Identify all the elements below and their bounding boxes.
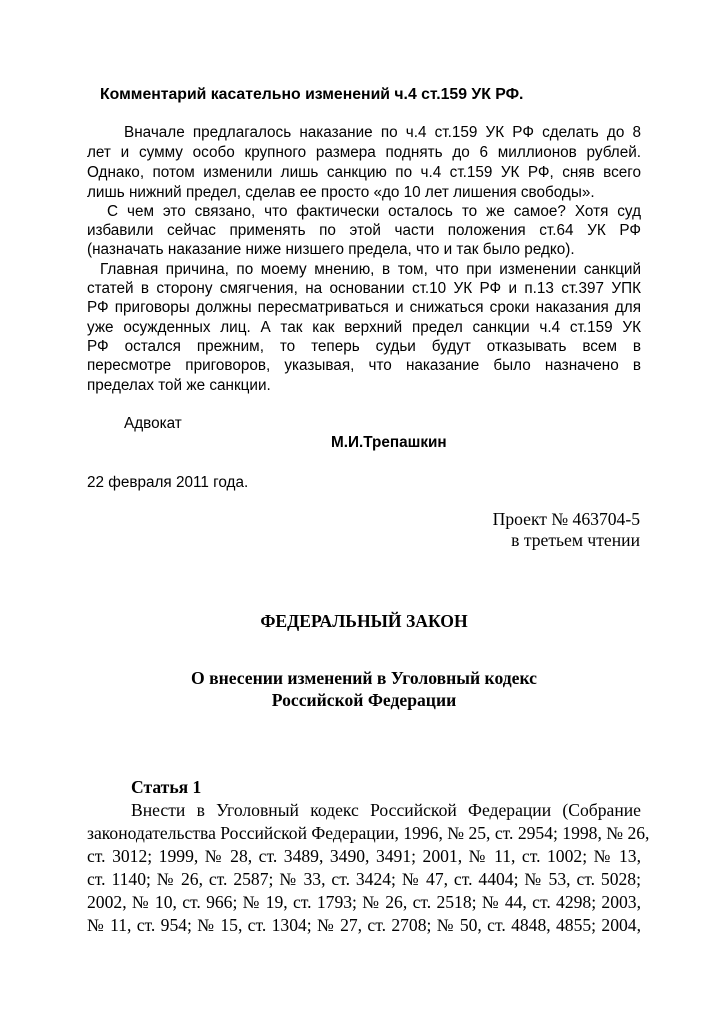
comment-date: 22 февраля 2011 года. — [87, 474, 249, 491]
project-number: Проект № 463704-5 — [492, 509, 640, 529]
signature-name: М.И.Трепашкин — [331, 434, 447, 451]
article-line: законодательства Российской Федерации, 1996, № 25, ст. 2954; 1998, № 26, — [87, 823, 650, 843]
comment-title: Комментарий касательно изменений ч.4 ст.159 УК РФ. — [100, 86, 524, 103]
article-line: Внести в Уголовный кодекс Российской Федерации (Собрание — [131, 800, 641, 820]
comment-p3-line: РФ приговоры должны пересматриваться и снижаться сроки наказания для — [87, 299, 641, 316]
comment-p3-line: статей в сторону смягчения, на основании ст.10 УК РФ и п.13 ст.397 УПК — [87, 280, 641, 297]
comment-p3-line: пределах той же санкции. — [87, 377, 271, 394]
article-title: Статья 1 — [131, 777, 202, 797]
article-line: ст. 3012; 1999, № 28, ст. 3489, 3490, 3491; 2001, № 11, ст. 1002; № 13, — [87, 846, 641, 866]
comment-p3-line: уже осужденных лиц. А так как верхний предел санкции ч.4 ст.159 УК — [87, 319, 641, 336]
article-line: № 11, ст. 954; № 15, ст. 1304; № 27, ст. 2708; № 50, ст. 4848, 4855; 2004, — [87, 915, 641, 935]
comment-p3-line: Главная причина, по моему мнению, в том, что при изменении санкций — [100, 261, 641, 278]
comment-p2-line: (назначать наказание ниже низшего предела, что и так было редко). — [87, 241, 575, 258]
comment-p1-line: лишь нижний предел, сделав ее просто «до 10 лет лишения свободы». — [87, 184, 595, 201]
article-line: 2002, № 10, ст. 966; № 19, ст. 1793; № 26, ст. 2518; № 44, ст. 4298; 2003, — [87, 892, 641, 912]
comment-p1-line: Однако, потом изменили лишь санкцию по ч.4 ст.159 УК РФ, сняв всего — [87, 164, 641, 181]
comment-p3-line: РФ остался прежним, то теперь судьи будут отказывать всем в — [87, 338, 641, 355]
comment-p1-line: Вначале предлагалось наказание по ч.4 ст.159 УК РФ сделать до 8 — [124, 124, 641, 141]
reading-stage: в третьем чтении — [511, 530, 640, 550]
law-heading: ФЕДЕРАЛЬНЫЙ ЗАКОН — [260, 611, 468, 631]
comment-p2-line: избавили сейчас применять по этой части положения ст.64 УК РФ — [87, 222, 641, 239]
article-line: ст. 1140; № 26, ст. 2587; № 33, ст. 3424; № 47, ст. 4404; № 53, ст. 5028; — [87, 869, 641, 889]
law-subtitle-line2: Российской Федерации — [271, 690, 457, 710]
comment-p1-line: лет и сумму особо крупного размера поднять до 6 миллионов рублей. — [87, 144, 641, 161]
comment-p3-line: пересмотре приговоров, указывая, что наказание было назначено в — [87, 357, 641, 374]
signature-role: Адвокат — [124, 415, 182, 432]
comment-p2-line: С чем это связано, что фактически осталось то же самое? Хотя суд — [107, 203, 641, 220]
law-subtitle-line1: О внесении изменений в Уголовный кодекс — [191, 668, 537, 688]
